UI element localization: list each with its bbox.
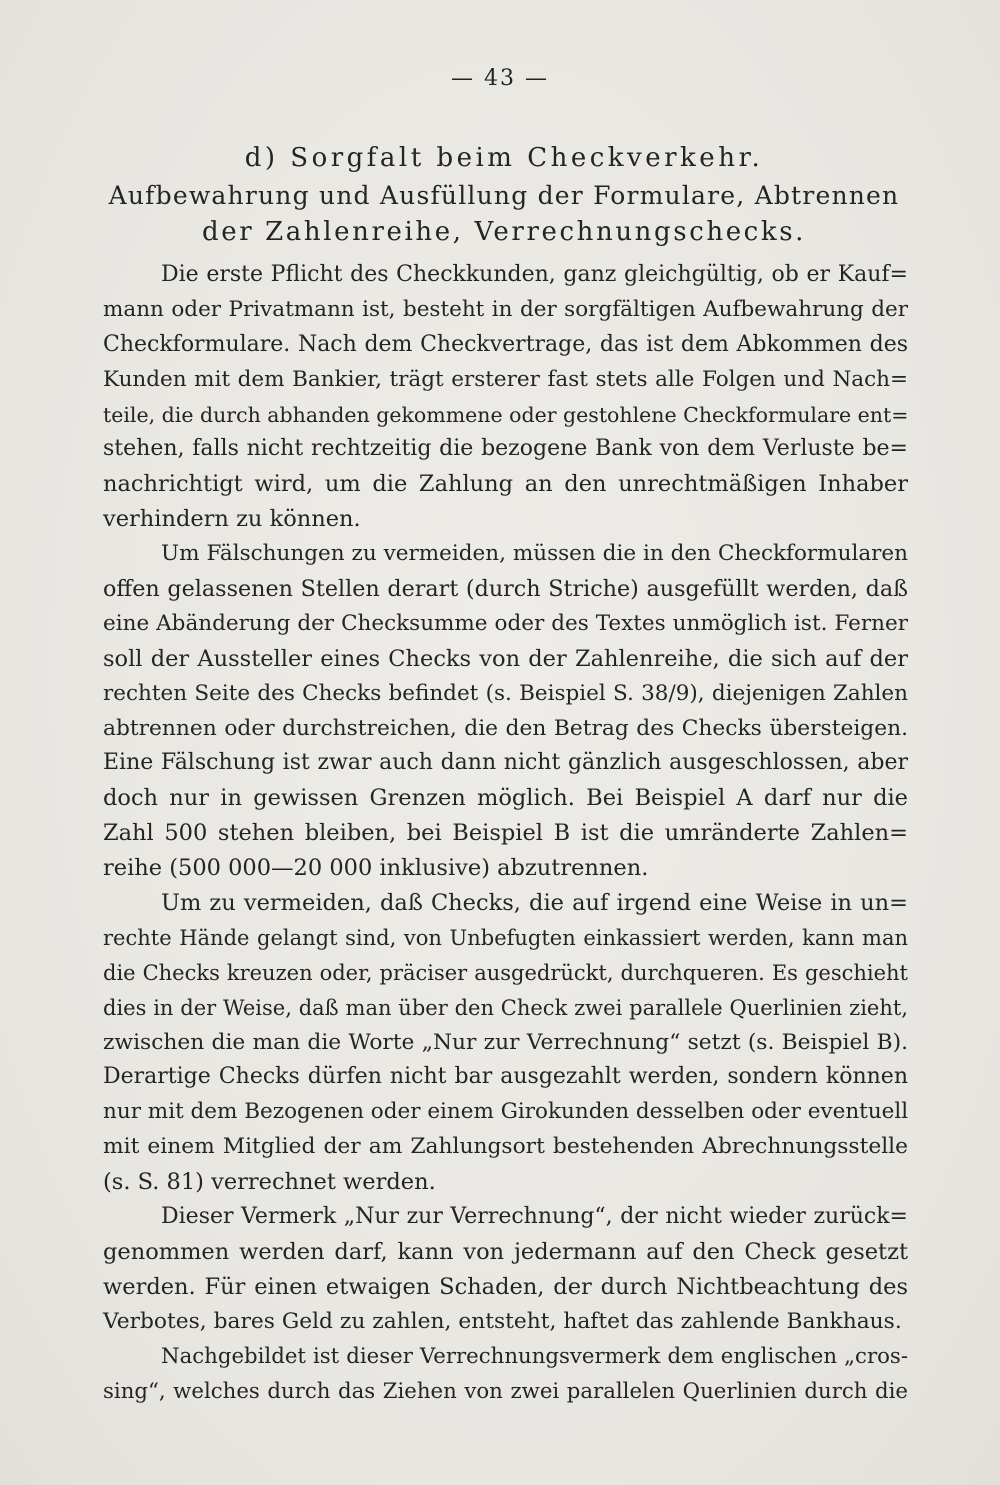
text-line: Derartige Checks dürfen nicht bar ausgezahlt werden, sondern können — [103, 1064, 908, 1090]
paragraph-1 — [103, 258, 908, 537]
text-line: Checkformulare. Nach dem Checkvertrage, das ist dem Abkommen des — [103, 331, 908, 357]
text-line: soll der Aussteller eines Checks von der Zahlenreihe, die sich auf der — [103, 645, 908, 672]
text-line: abtrennen oder durchstreichen, die den Betrag des Checks übersteigen. — [103, 715, 908, 741]
text-line: stehen, falls nicht rechtzeitig die bezogene Bank von dem Verluste be= — [103, 436, 908, 462]
text-line: rechten Seite des Checks befindet (s. Beispiel S. 38/9), diejenigen Zahlen — [103, 680, 908, 706]
text-line: Dieser Vermerk „Nur zur Verrechnung“, der nicht wieder zurück= — [161, 1204, 908, 1230]
text-line: Eine Fälschung ist zwar auch dann nicht gänzlich ausgeschlossen, aber — [103, 750, 908, 776]
text-line: doch nur in gewissen Grenzen möglich. Bei Beispiel A darf nur die — [103, 785, 908, 812]
text-line: mann oder Privatmann ist, besteht in der sorgfältigen Aufbewahrung der — [103, 296, 908, 322]
text-line: Verbotes, bares Geld zu zahlen, entsteht, haftet das zahlende Bankhaus. — [103, 1308, 902, 1334]
text-line: offen gelassenen Stellen derart (durch Striche) ausgefüllt werden, daß — [103, 576, 908, 603]
text-line: teile, die durch abhanden gekommene oder gestohlene Checkformulare ent= — [103, 402, 909, 427]
text-line: nur mit dem Bezogenen oder einem Girokunden desselben oder eventuell — [103, 1099, 909, 1125]
section-title: d) Sorgfalt beim Checkverkehr. — [244, 143, 764, 173]
text-line: Kunden mit dem Bankier, trägt ersterer fast stets alle Folgen und Nach= — [103, 366, 908, 392]
page-number: — 43 — — [451, 66, 549, 91]
paragraph-5 — [103, 1340, 908, 1410]
paragraph-4 — [103, 1200, 908, 1340]
text-line: Die erste Pflicht des Checkkunden, ganz gleichgültig, ob er Kauf= — [161, 262, 908, 287]
text-line: Um Fälschungen zu vermeiden, müssen die in den Checkformularen — [161, 541, 908, 567]
text-line: (s. S. 81) verrechnet werden. — [103, 1169, 436, 1196]
text-line: dies in der Weise, daß man über den Check zwei parallele Querlinien zieht, — [103, 995, 908, 1020]
text-line: nachrichtigt wird, um die Zahlung an den unrechtmäßigen Inhaber — [103, 471, 908, 498]
text-line: Um zu vermeiden, daß Checks, die auf irgend eine Weise in un= — [161, 890, 908, 917]
text-line: rechte Hände gelangt sind, von Unbefugten einkassiert werden, kann man — [103, 925, 908, 950]
text-line: zwischen die man die Worte „Nur zur Verrechnung“ setzt (s. Beispiel B). — [103, 1029, 908, 1055]
body-text — [103, 258, 908, 1409]
text-line: eine Abänderung der Checksumme oder des Textes unmöglich ist. Ferner — [103, 610, 908, 636]
text-line: die Checks kreuzen oder, präciser ausgedrückt, durchqueren. Es geschieht — [103, 960, 908, 985]
text-line: Nachgebildet ist dieser Verrechnungsvermerk dem englischen „cros- — [161, 1343, 908, 1369]
text-line: reihe (500 000—20 000 inklusive) abzutrennen. — [103, 855, 649, 882]
text-line: verhindern zu können. — [103, 506, 361, 533]
text-line: Zahl 500 stehen bleiben, bei Beispiel B ist die umränderte Zahlen= — [103, 820, 908, 847]
text-line: genommen werden darf, kann von jedermann auf den Check gesetzt — [103, 1238, 908, 1265]
text-line: sing“, welches durch das Ziehen von zwei parallelen Querlinien durch die — [103, 1378, 908, 1404]
section-subtitle-line-2: der Zahlenreihe, Verrechnungschecks. — [201, 217, 807, 247]
section-heading — [100, 140, 908, 251]
section-subtitle-line-1: Aufbewahrung und Ausfüllung der Formulare, Abtrennen — [108, 181, 900, 210]
text-line: mit einem Mitglied der am Zahlungsort bestehenden Abrechnungsstelle — [103, 1134, 908, 1160]
paragraph-3 — [103, 886, 908, 1200]
text-line: werden. Für einen etwaigen Schaden, der durch Nichtbeachtung des — [103, 1273, 908, 1300]
paragraph-2 — [103, 537, 908, 886]
